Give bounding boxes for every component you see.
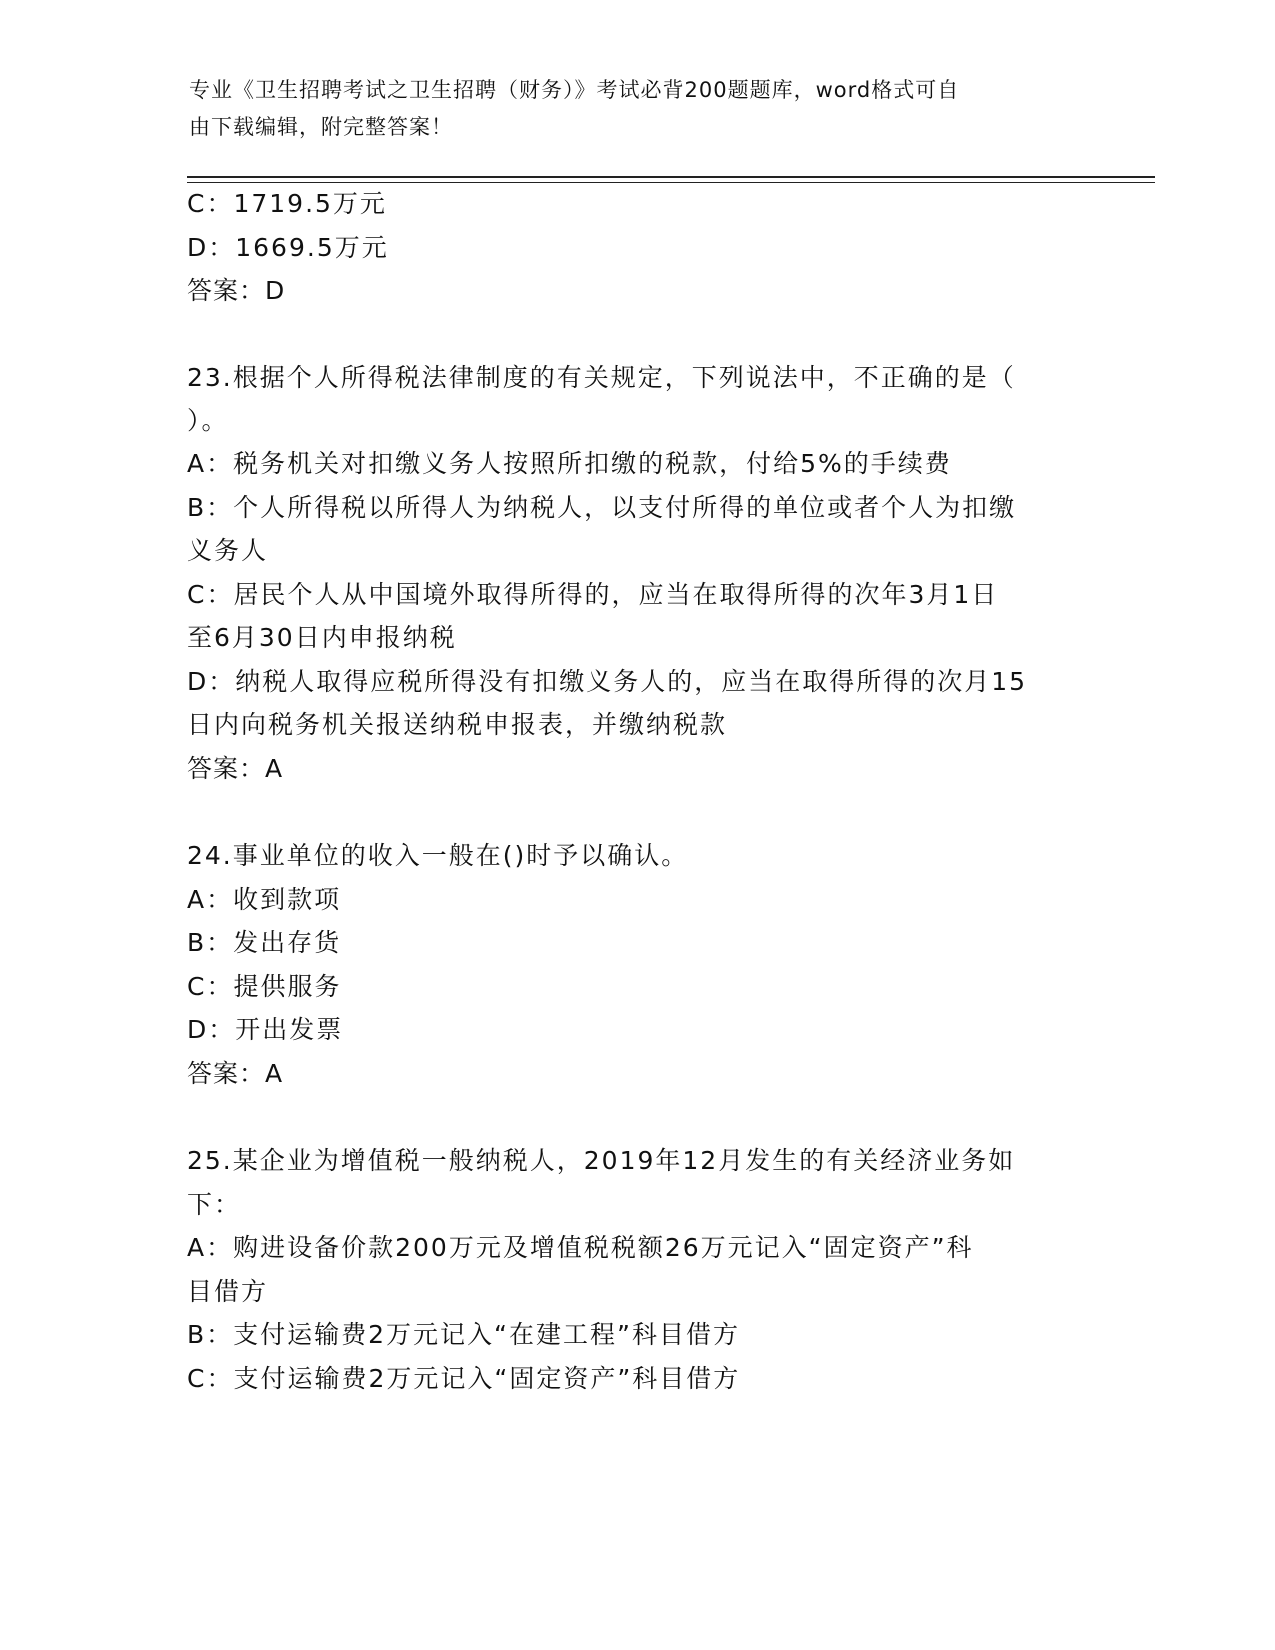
header-divider-thick: [187, 176, 1155, 178]
q25-option-c: C：支付运输费2万元记入“固定资产”科目借方: [187, 1364, 741, 1393]
q23-option-a: A：税务机关对扣缴义务人按照所扣缴的税款，付给5%的手续费: [187, 449, 952, 478]
option-d-prev: D：1669.5万元: [187, 233, 389, 262]
q23-option-d-line-1: D：纳税人取得应税所得没有扣缴义务人的，应当在取得所得的次月15: [187, 667, 1028, 696]
q23-option-d-line-2: 日内向税务机关报送纳税申报表，并缴纳税款: [187, 710, 728, 739]
header-line-2: 由下载编辑，附完整答案！: [189, 115, 453, 139]
document-header: [189, 72, 1069, 146]
q25-option-a-line-1: A：购进设备价款200万元及增值税税额26万元记入“固定资产”科: [187, 1233, 974, 1262]
q24-option-c: C：提供服务: [187, 972, 342, 1001]
q24-option-b: B：发出存货: [187, 928, 342, 957]
q23-answer: 答案：A: [187, 754, 284, 783]
q23-option-b-line-2: 义务人: [187, 536, 269, 565]
question-23-line-1: 23.根据个人所得税法律制度的有关规定，下列说法中，不正确的是（: [187, 363, 1016, 392]
question-25-line-1: 25.某企业为增值税一般纳税人，2019年12月发生的有关经济业务如: [187, 1146, 1016, 1175]
q24-option-d: D：开出发票: [187, 1015, 344, 1044]
header-divider-thin: [187, 182, 1155, 183]
header-line-1: 专业《卫生招聘考试之卫生招聘（财务）》考试必背200题题库，word格式可自: [189, 78, 960, 102]
q24-option-a: A：收到款项: [187, 885, 342, 914]
question-24: 24.事业单位的收入一般在()时予以确认。: [187, 841, 689, 870]
question-23-line-2: ）。: [187, 406, 229, 435]
q23-option-c-line-1: C：居民个人从中国境外取得所得的，应当在取得所得的次年3月1日: [187, 580, 999, 609]
q25-option-b: B：支付运输费2万元记入“在建工程”科目借方: [187, 1320, 740, 1349]
q23-option-c-line-2: 至6月30日内申报纳税: [187, 623, 457, 652]
q24-answer: 答案：A: [187, 1059, 284, 1088]
question-25-line-2: 下：: [187, 1190, 242, 1219]
option-c-prev: C：1719.5万元: [187, 189, 387, 218]
answer-prev: 答案：D: [187, 276, 286, 305]
q25-option-a-line-2: 目借方: [187, 1277, 269, 1306]
q23-option-b-line-1: B：个人所得税以所得人为纳税人，以支付所得的单位或者个人为扣缴: [187, 493, 1017, 522]
